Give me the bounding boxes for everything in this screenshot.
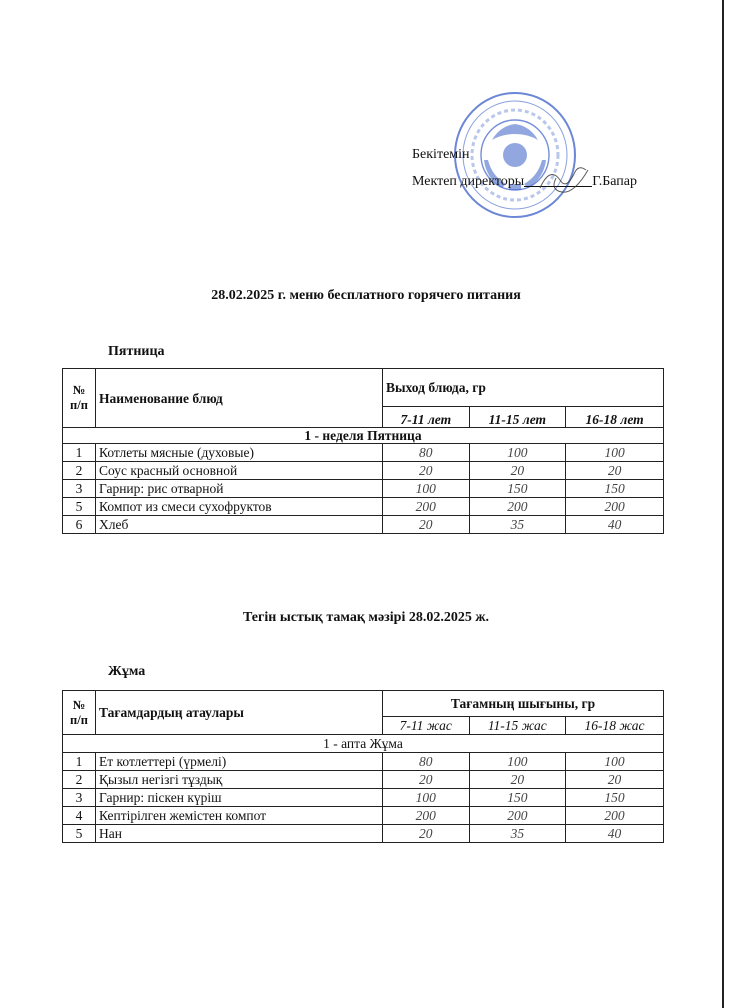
portion-value: 35 <box>469 825 565 843</box>
table-week-row <box>63 735 664 753</box>
dish-name: Компот из смеси сухофруктов <box>96 498 383 516</box>
ru-day-label: Пятница <box>108 344 165 359</box>
portion-value: 40 <box>566 825 664 843</box>
ru-menu-title: 28.02.2025 г. меню бесплатного горячего питания <box>211 288 521 303</box>
table-row <box>63 753 664 771</box>
portion-value: 20 <box>383 771 470 789</box>
portion-value: 100 <box>383 480 470 498</box>
handwritten-signature <box>534 158 594 198</box>
table-row <box>63 444 664 462</box>
table-row <box>63 789 664 807</box>
row-number: 6 <box>63 516 96 534</box>
table-row <box>63 480 664 498</box>
portion-value: 20 <box>566 771 664 789</box>
header-num: № п/п <box>63 369 96 428</box>
table-header-row <box>63 369 664 407</box>
portion-value: 20 <box>469 771 565 789</box>
week-label: 1 - неделя Пятница <box>63 428 664 444</box>
header-dish-name: Тағамдардың атаулары <box>96 691 383 735</box>
approval-block <box>412 141 637 195</box>
portion-value: 200 <box>383 807 470 825</box>
approval-label: Бекітемін <box>412 147 470 162</box>
table-row <box>63 462 664 480</box>
dish-name: Соус красный основной <box>96 462 383 480</box>
header-output: Выход блюда, гр <box>383 369 664 407</box>
header-age: 11-15 лет <box>469 407 566 428</box>
row-number: 5 <box>63 498 96 516</box>
header-age: 7-11 лет <box>383 407 470 428</box>
approval-name: Г.Бапар <box>592 174 638 189</box>
portion-value: 150 <box>566 789 664 807</box>
header-age: 7-11 жас <box>383 717 470 735</box>
portion-value: 200 <box>383 498 470 516</box>
portion-value: 100 <box>566 444 664 462</box>
table-row <box>63 516 664 534</box>
header-age: 16-18 жас <box>566 717 664 735</box>
table-row <box>63 498 664 516</box>
portion-value: 100 <box>469 444 566 462</box>
portion-value: 20 <box>383 825 470 843</box>
scan-edge-line <box>722 0 724 1008</box>
portion-value: 100 <box>566 753 664 771</box>
table-row <box>63 771 664 789</box>
dish-name: Гарнир: піскен күріш <box>96 789 383 807</box>
header-age: 11-15 жас <box>469 717 565 735</box>
portion-value: 200 <box>469 498 566 516</box>
row-number: 2 <box>63 771 96 789</box>
header-dish-name: Наименование блюд <box>96 369 383 428</box>
approval-position: Мектеп директоры <box>412 174 525 189</box>
table-row <box>63 807 664 825</box>
dish-name: Ет котлеттері (үрмелі) <box>96 753 383 771</box>
table-row <box>63 825 664 843</box>
portion-value: 150 <box>469 789 565 807</box>
week-label: 1 - апта Жұма <box>63 735 664 753</box>
ru-menu-table <box>62 368 664 534</box>
row-number: 1 <box>63 753 96 771</box>
dish-name: Кептірілген жемістен компот <box>96 807 383 825</box>
row-number: 4 <box>63 807 96 825</box>
kz-menu-table <box>62 690 664 843</box>
portion-value: 20 <box>469 462 566 480</box>
portion-value: 35 <box>469 516 566 534</box>
portion-value: 20 <box>383 462 470 480</box>
portion-value: 150 <box>566 480 664 498</box>
portion-value: 80 <box>383 753 470 771</box>
dish-name: Хлеб <box>96 516 383 534</box>
row-number: 5 <box>63 825 96 843</box>
row-number: 2 <box>63 462 96 480</box>
header-num: № п/п <box>63 691 96 735</box>
portion-value: 20 <box>383 516 470 534</box>
table-header-row <box>63 691 664 717</box>
portion-value: 100 <box>383 789 470 807</box>
row-number: 3 <box>63 789 96 807</box>
table-week-row <box>63 428 664 444</box>
kz-menu-title: Тегін ыстық тамақ мәзірі 28.02.2025 ж. <box>243 610 489 625</box>
portion-value: 100 <box>469 753 565 771</box>
portion-value: 150 <box>469 480 566 498</box>
header-output: Тағамның шығыны, гр <box>383 691 664 717</box>
dish-name: Нан <box>96 825 383 843</box>
kz-day-label: Жұма <box>108 664 146 679</box>
dish-name: Қызыл негізгі тұздық <box>96 771 383 789</box>
dish-name: Гарнир: рис отварной <box>96 480 383 498</box>
portion-value: 20 <box>566 462 664 480</box>
portion-value: 200 <box>469 807 565 825</box>
row-number: 3 <box>63 480 96 498</box>
portion-value: 80 <box>383 444 470 462</box>
header-age: 16-18 лет <box>566 407 664 428</box>
portion-value: 200 <box>566 807 664 825</box>
portion-value: 200 <box>566 498 664 516</box>
dish-name: Котлеты мясные (духовые) <box>96 444 383 462</box>
approval-signature-line <box>412 168 637 195</box>
row-number: 1 <box>63 444 96 462</box>
portion-value: 40 <box>566 516 664 534</box>
